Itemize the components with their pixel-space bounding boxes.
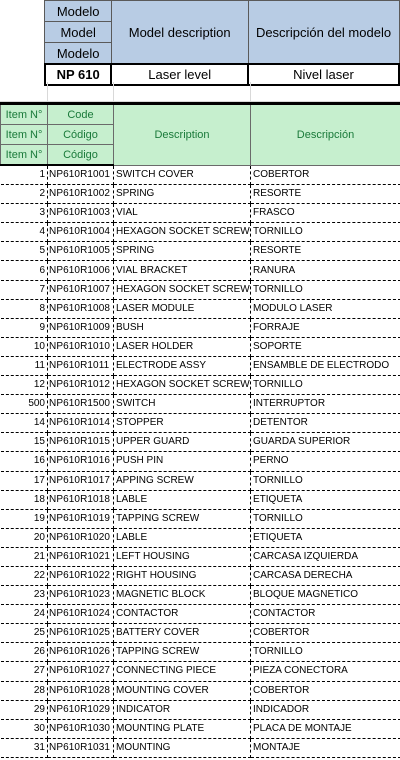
descripcion-header[interactable]: Descripción (251, 104, 400, 166)
item-number-cell[interactable]: 11 (1, 356, 48, 375)
part-descripcion-cell[interactable]: PLACA DE MONTAJE (251, 719, 400, 738)
part-code-cell[interactable]: NP610R1022 (48, 566, 114, 585)
table-row (1, 185, 400, 204)
part-descripcion-cell[interactable]: SOPORTE (251, 337, 400, 356)
item-number-cell[interactable]: 17 (1, 471, 48, 490)
part-description-cell[interactable]: SPRING (114, 185, 251, 204)
item-number-cell[interactable]: 21 (1, 547, 48, 566)
item-number-cell[interactable]: 1 (1, 165, 48, 185)
item-number-cell[interactable]: 20 (1, 528, 48, 547)
part-description-cell[interactable]: RIGHT HOUSING (114, 566, 251, 585)
item-number-cell[interactable]: 30 (1, 719, 48, 738)
part-code-cell[interactable]: NP610R1027 (48, 662, 114, 681)
table-row (1, 719, 400, 738)
part-description-cell[interactable]: PUSH PIN (114, 452, 251, 471)
part-description-cell[interactable]: ELECTRODE ASSY (114, 356, 251, 375)
item-number-cell[interactable]: 3 (1, 204, 48, 223)
table-row (1, 509, 400, 528)
table-row (1, 395, 400, 414)
part-description-cell[interactable]: VIAL (114, 204, 251, 223)
part-description-cell[interactable]: MOUNTING COVER (114, 681, 251, 700)
part-code-cell[interactable]: NP610R1020 (48, 528, 114, 547)
item-number-cell[interactable]: 6 (1, 261, 48, 280)
item-number-cell[interactable]: 15 (1, 433, 48, 452)
item-number-cell[interactable]: 22 (1, 566, 48, 585)
item-number-cell[interactable]: 7 (1, 280, 48, 299)
table-row (1, 528, 400, 547)
item-header-cell[interactable]: Item N° (1, 145, 48, 166)
part-descripcion-cell[interactable]: TORNILLO (251, 223, 400, 242)
part-descripcion-cell[interactable]: FRASCO (251, 204, 400, 223)
part-descripcion-cell[interactable]: PIEZA CONECTORA (251, 662, 400, 681)
table-row (1, 318, 400, 337)
table-row (1, 242, 400, 261)
part-descripcion-cell[interactable]: RESORTE (251, 185, 400, 204)
empty-cell (0, 43, 45, 65)
part-code-cell[interactable]: NP610R1009 (48, 318, 114, 337)
part-description-cell[interactable]: TAPPING SCREW (114, 509, 251, 528)
part-description-cell[interactable]: CONNECTING PIECE (114, 662, 251, 681)
part-code-cell[interactable]: NP610R1026 (48, 643, 114, 662)
table-row (1, 681, 400, 700)
table-row (1, 204, 400, 223)
item-number-cell[interactable]: 23 (1, 586, 48, 605)
table-row (1, 700, 400, 719)
part-description-cell[interactable]: HEXAGON SOCKET SCREW (114, 223, 251, 242)
table-row (1, 662, 400, 681)
item-number-cell[interactable]: 10 (1, 337, 48, 356)
part-code-cell[interactable]: NP610R1030 (48, 719, 114, 738)
table-row (1, 624, 400, 643)
part-description-cell[interactable]: MOUNTING (114, 738, 251, 757)
part-descripcion-cell[interactable]: ETIQUETA (251, 490, 400, 509)
item-number-cell[interactable]: 14 (1, 414, 48, 433)
part-code-cell[interactable]: NP610R1003 (48, 204, 114, 223)
part-code-cell[interactable]: NP610R1015 (48, 433, 114, 452)
item-number-cell[interactable]: 500 (1, 395, 48, 414)
table-row (1, 414, 400, 433)
part-descripcion-cell[interactable]: TORNILLO (251, 376, 400, 395)
part-description-cell[interactable]: LABLE (114, 490, 251, 509)
part-description-cell[interactable]: LEFT HOUSING (114, 547, 251, 566)
part-code-cell[interactable]: NP610R1023 (48, 586, 114, 605)
part-description-cell[interactable]: INDICATOR (114, 700, 251, 719)
part-code-cell[interactable]: NP610R1010 (48, 337, 114, 356)
table-row (1, 643, 400, 662)
part-descripcion-cell[interactable]: CONTACTOR (251, 605, 400, 624)
part-code-cell[interactable]: NP610R1011 (48, 356, 114, 375)
table-row (1, 471, 400, 490)
table-row (1, 261, 400, 280)
item-header-cell[interactable]: Item N° (1, 125, 48, 145)
part-code-cell[interactable]: NP610R1017 (48, 471, 114, 490)
part-code-cell[interactable]: NP610R1029 (48, 700, 114, 719)
table-row (1, 490, 400, 509)
part-descripcion-cell[interactable]: MODULO LASER (251, 299, 400, 318)
part-descripcion-cell[interactable]: BLOQUE MAGNETICO (251, 586, 400, 605)
model-value-cell[interactable]: NP 610 (45, 64, 111, 85)
part-descripcion-cell[interactable]: ETIQUETA (251, 528, 400, 547)
part-description-cell[interactable]: LABLE (114, 528, 251, 547)
part-code-cell[interactable]: NP610R1500 (48, 395, 114, 414)
item-number-cell[interactable]: 26 (1, 643, 48, 662)
part-descripcion-cell[interactable]: COBERTOR (251, 165, 400, 185)
table-row (1, 165, 400, 185)
item-number-cell[interactable]: 2 (1, 185, 48, 204)
table-row (1, 299, 400, 318)
table-row (1, 452, 400, 471)
part-code-cell[interactable]: NP610R1031 (48, 738, 114, 757)
parts-table (0, 102, 400, 758)
part-description-cell[interactable]: LASER MODULE (114, 299, 251, 318)
table-row (1, 566, 400, 585)
part-descripcion-cell[interactable]: ENSAMBLE DE ELECTRODO (251, 356, 400, 375)
code-header-cell[interactable]: Code (48, 104, 114, 125)
part-description-cell[interactable]: MOUNTING PLATE (114, 719, 251, 738)
part-descripcion-cell[interactable]: COBERTOR (251, 681, 400, 700)
part-description-cell[interactable]: VIAL BRACKET (114, 261, 251, 280)
item-number-cell[interactable]: 18 (1, 490, 48, 509)
item-number-cell[interactable]: 31 (1, 738, 48, 757)
part-code-cell[interactable]: NP610R1014 (48, 414, 114, 433)
code-header-cell[interactable]: Código (48, 125, 114, 145)
descripcion-modelo-header[interactable]: Descripción del modelo (248, 1, 399, 65)
part-description-cell[interactable]: HEXAGON SOCKET SCREW (114, 280, 251, 299)
part-code-cell[interactable]: NP610R1019 (48, 509, 114, 528)
part-code-cell[interactable]: NP610R1016 (48, 452, 114, 471)
part-descripcion-cell[interactable]: GUARDA SUPERIOR (251, 433, 400, 452)
part-description-cell[interactable]: HEXAGON SOCKET SCREW (114, 376, 251, 395)
part-description-cell[interactable]: CONTACTOR (114, 605, 251, 624)
part-descripcion-cell[interactable]: TORNILLO (251, 280, 400, 299)
item-number-cell[interactable]: 4 (1, 223, 48, 242)
model-label-cell[interactable]: Modelo (45, 1, 111, 22)
descripcion-value-cell[interactable]: Nivel laser (248, 64, 399, 85)
model-header-table (0, 0, 400, 86)
part-code-cell[interactable]: NP610R1024 (48, 605, 114, 624)
part-description-cell[interactable]: SWITCH COVER (114, 165, 251, 185)
part-code-cell[interactable]: NP610R1005 (48, 242, 114, 261)
part-description-cell[interactable]: UPPER GUARD (114, 433, 251, 452)
item-number-cell[interactable]: 9 (1, 318, 48, 337)
part-descripcion-cell[interactable]: COBERTOR (251, 624, 400, 643)
part-description-cell[interactable]: LASER HOLDER (114, 337, 251, 356)
part-descripcion-cell[interactable]: MONTAJE (251, 738, 400, 757)
parts-body (1, 165, 400, 757)
model-description-header[interactable]: Model description (111, 1, 248, 65)
part-code-cell[interactable]: NP610R1025 (48, 624, 114, 643)
model-desc-value-cell[interactable]: Laser level (111, 64, 248, 85)
table-row (1, 337, 400, 356)
table-row (1, 738, 400, 757)
empty-spreadsheet-row (0, 82, 400, 102)
part-descripcion-cell[interactable]: CARCASA IZQUIERDA (251, 547, 400, 566)
part-description-cell[interactable]: MAGNETIC BLOCK (114, 586, 251, 605)
item-number-cell[interactable]: 8 (1, 299, 48, 318)
description-header[interactable]: Description (114, 104, 251, 166)
part-code-cell[interactable]: NP610R1028 (48, 681, 114, 700)
part-description-cell[interactable]: STOPPER (114, 414, 251, 433)
table-row (1, 433, 400, 452)
part-code-cell[interactable]: NP610R1006 (48, 261, 114, 280)
part-code-cell[interactable]: NP610R1018 (48, 490, 114, 509)
table-row (1, 376, 400, 395)
part-code-cell[interactable]: NP610R1001 (48, 165, 114, 185)
item-number-cell[interactable]: 29 (1, 700, 48, 719)
part-descripcion-cell[interactable]: TORNILLO (251, 471, 400, 490)
item-number-cell[interactable]: 24 (1, 605, 48, 624)
table-row (1, 586, 400, 605)
item-header-cell[interactable]: Item N° (1, 104, 48, 125)
part-description-cell[interactable]: APPING SCREW (114, 471, 251, 490)
part-code-cell[interactable]: NP610R1021 (48, 547, 114, 566)
gridline (250, 82, 251, 102)
part-descripcion-cell[interactable]: RESORTE (251, 242, 400, 261)
part-description-cell[interactable]: SPRING (114, 242, 251, 261)
item-number-cell[interactable]: 25 (1, 624, 48, 643)
gridline (113, 82, 114, 102)
model-label-cell[interactable]: Modelo (45, 43, 111, 65)
code-header-cell[interactable]: Código (48, 145, 114, 166)
part-descripcion-cell[interactable]: DETENTOR (251, 414, 400, 433)
item-number-cell[interactable]: 19 (1, 509, 48, 528)
table-row (1, 356, 400, 375)
part-description-cell[interactable]: TAPPING SCREW (114, 643, 251, 662)
part-description-cell[interactable]: SWITCH (114, 395, 251, 414)
table-row (1, 547, 400, 566)
empty-cell (0, 22, 45, 43)
table-row (1, 280, 400, 299)
part-descripcion-cell[interactable]: TORNILLO (251, 643, 400, 662)
model-label-cell[interactable]: Model (45, 22, 111, 43)
part-descripcion-cell[interactable]: TORNILLO (251, 509, 400, 528)
part-code-cell[interactable]: NP610R1008 (48, 299, 114, 318)
part-descripcion-cell[interactable]: RANURA (251, 261, 400, 280)
part-description-cell[interactable]: BUSH (114, 318, 251, 337)
part-descripcion-cell[interactable]: PERNO (251, 452, 400, 471)
part-descripcion-cell[interactable]: INTERRUPTOR (251, 395, 400, 414)
part-description-cell[interactable]: BATTERY COVER (114, 624, 251, 643)
empty-cell (0, 1, 45, 22)
part-descripcion-cell[interactable]: FORRAJE (251, 318, 400, 337)
gridline (47, 82, 48, 102)
item-number-cell[interactable]: 16 (1, 452, 48, 471)
item-number-cell[interactable]: 27 (1, 662, 48, 681)
item-number-cell[interactable]: 5 (1, 242, 48, 261)
table-row (1, 605, 400, 624)
item-number-cell[interactable]: 12 (1, 376, 48, 395)
part-descripcion-cell[interactable]: INDICADOR (251, 700, 400, 719)
item-number-cell[interactable]: 28 (1, 681, 48, 700)
part-code-cell[interactable]: NP610R1007 (48, 280, 114, 299)
part-code-cell[interactable]: NP610R1012 (48, 376, 114, 395)
part-code-cell[interactable]: NP610R1002 (48, 185, 114, 204)
table-row (1, 223, 400, 242)
part-code-cell[interactable]: NP610R1004 (48, 223, 114, 242)
part-descripcion-cell[interactable]: CARCASA DERECHA (251, 566, 400, 585)
